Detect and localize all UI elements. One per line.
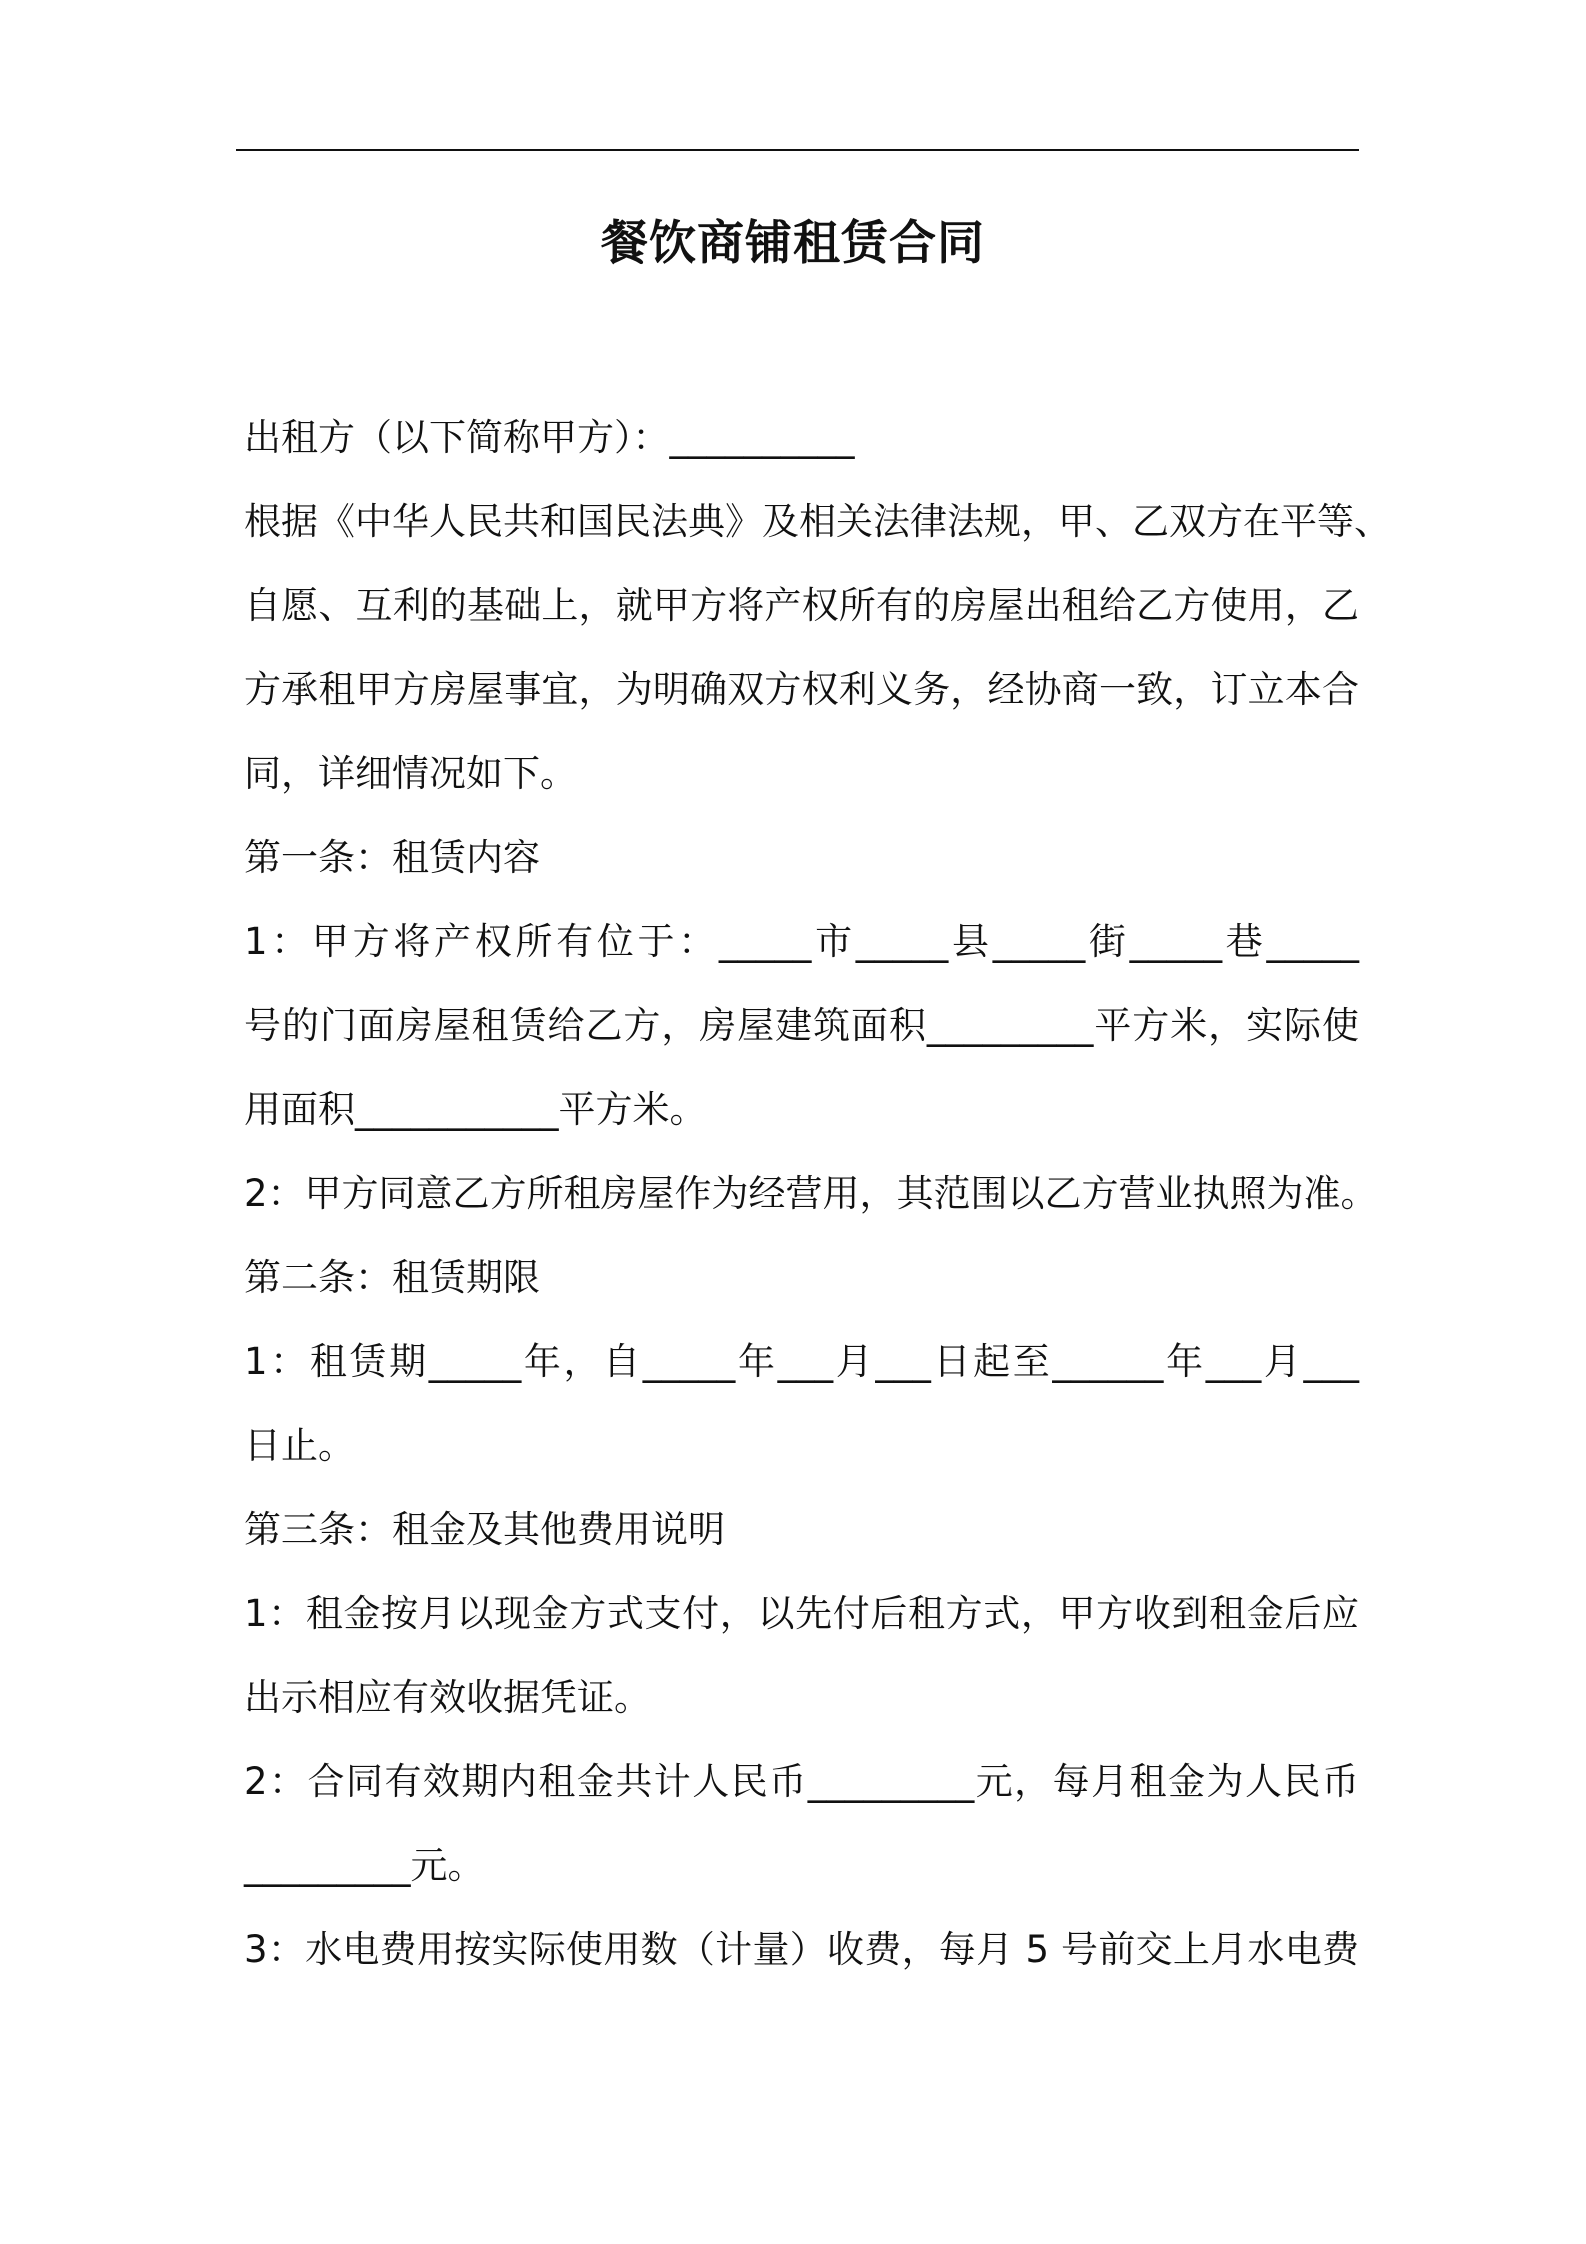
clause-line: _________元。 <box>244 1844 485 1887</box>
article-heading-2: 第二条：租赁期限 <box>244 1256 540 1299</box>
header-rule <box>236 149 1359 151</box>
paragraph-line: 根据《中华人民共和国民法典》及相关法律法规，甲、乙双方在平等、 <box>244 500 1391 543</box>
clause-line: 号的门面房屋租赁给乙方，房屋建筑面积_________平方米，实际使 <box>244 1004 1359 1047</box>
paragraph-line: 同，详细情况如下。 <box>244 752 577 795</box>
paragraph-line: 方承租甲方房屋事宜，为明确双方权利义务，经协商一致，订立本合 <box>244 668 1359 711</box>
clause-line: 2：甲方同意乙方所租房屋作为经营用，其范围以乙方营业执照为准。 <box>244 1172 1378 1215</box>
clause-line: 1：租金按月以现金方式支付，以先付后租方式，甲方收到租金后应 <box>244 1592 1359 1635</box>
clause-line: 日止。 <box>244 1424 355 1467</box>
article-heading-1: 第一条：租赁内容 <box>244 836 540 879</box>
lessor-line: 出租方（以下简称甲方）：__________ <box>244 416 855 459</box>
clause-line: 1：租赁期_____年，自_____年___月___日起至______年___月___ <box>244 1340 1359 1383</box>
paragraph-line: 自愿、互利的基础上，就甲方将产权所有的房屋出租给乙方使用，乙 <box>244 584 1359 627</box>
clause-line: 1：甲方将产权所有位于：_____市_____县_____街_____巷_____ <box>244 920 1359 963</box>
clause-line: 2：合同有效期内租金共计人民币_________元，每月租金为人民币 <box>244 1760 1359 1803</box>
document-title: 餐饮商铺租赁合同 <box>601 216 985 271</box>
article-heading-3: 第三条：租金及其他费用说明 <box>244 1508 725 1551</box>
clause-line: 3：水电费用按实际使用数（计量）收费，每月 5 号前交上月水电费 <box>244 1928 1359 1971</box>
clause-line: 用面积___________平方米。 <box>244 1088 707 1131</box>
clause-line: 出示相应有效收据凭证。 <box>244 1676 651 1719</box>
